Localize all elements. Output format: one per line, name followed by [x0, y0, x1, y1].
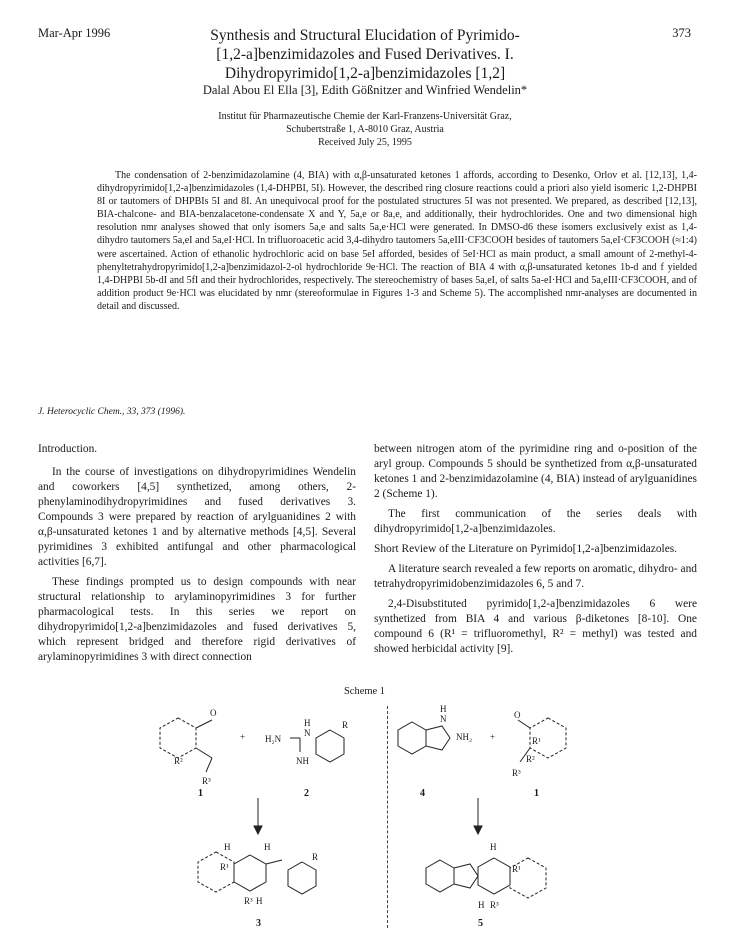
compound-4-structure [398, 722, 450, 754]
atom-label: O [210, 708, 217, 718]
journal-date: Mar-Apr 1996 [38, 26, 111, 40]
paragraph: 2,4-Disubstituted pyrimido[1,2-a]benzimidazoles 6 were synthetized from BIA 4 and various β-diketones [8-10]. One compound 6 (R¹ = trifluoromethyl, R² = methyl) was tested and showed herbicidal activity [9]. [374, 598, 697, 655]
plus-sign: + [490, 732, 496, 742]
atom-label: R³ [202, 776, 211, 786]
atom-label: H [490, 842, 497, 852]
arrow-head-left [254, 826, 262, 834]
received-date: Received July 25, 1995 [318, 137, 412, 148]
atom-label: R¹ [220, 862, 229, 872]
affiliation [120, 110, 610, 149]
page-number: 373 [672, 26, 691, 40]
plus-sign: + [240, 732, 246, 742]
atom-label: R [312, 852, 319, 862]
paragraph: These findings prompted us to design compounds with near structural relationship to arylaminopyrimidines 3 for further pharmacological tests. In this series we report on dihydropyrimido[1,2-a]benzimidazoles and fused derivatives 5, which represent bridged and therefore rigid derivatives of arylaminopyrimidines 3 with direct connection [38, 576, 356, 663]
atom-label: R³ [490, 900, 499, 910]
scheme-1-structures [0, 700, 729, 937]
compound-number: 5 [478, 918, 483, 929]
title-line-1: Synthesis and Structural Elucidation of Pyrimido- [210, 27, 520, 44]
left-column [38, 442, 356, 670]
compound-3-structure [198, 852, 319, 894]
title-line-3: Dihydropyrimido[1,2-a]benzimidazoles [1,2] [224, 65, 506, 82]
right-column [374, 442, 697, 662]
atom-label: NH [296, 756, 309, 766]
introduction-heading: Introduction. [38, 443, 98, 455]
compound-number: 1 [534, 788, 539, 799]
atom-label: H [304, 718, 311, 728]
article-title [120, 26, 610, 83]
abstract: The condensation of 2-benzimidazolamine (4, BIA) with α,β-unsaturated ketones 1 affords, according to Desenko, Orlov et al. [12,13], 1,4-dihydropyrimido[1,2-a]benzimidazoles (1,4-DHPBI, 5I). However, the described ring closure reactions could a priori also yield isomeric 1,2-DHPBI 8I or tautomers of DHPBIs 5I and 8I. An unequivocal proof for the postulated structures 5I was not presented. We prepared, as described [12,13], BIA-chalcone- and BIA-benzalacetone-condensate X and Y, 5a,e or 8a,e, and additionally, their hydrochlorides. One and two dimensional high resolution nmr analyses showed that only isomers 5a,e and salts 5a,e·HCl were generated. In DMSO-d6 these isomers exclusively exist as 1,4-dihydro tautomers 5a,eI and 5a,eI·HCl. In trifluoroacetic acid 3,4-dihydro tautomers 5a,eIII·CF3COOH besides of tautomers 5a,eI·CF3COOH (≈1:4) were ascertained. Action of ethanolic hydrochloric acid on base 5eI afforded, besides of 5eI·HCl as main product, a small amount of 2-methyl-4-phenyltetrahydropyrimido[1,2-a]benzimidazol-2-ol hydrochloride 9e·HCl. The reaction of BIA 4 with α,β-unsaturated ketones 1b-d and f yielded 1,4-DHPBI 5b-dI and 5fI and their hydrochlorides, respectively. The stereochemistry of bases 5a,eI, of salts 5a-eI·HCl and 5a,eIII·CF3COOH, and of addition product 9e·HCl was elucidated by nmr (stereoformulae in Figures 1-3 and Scheme 5). The accomplished nmr-analyses are documented in detail and discussed. [97, 170, 697, 312]
paragraph: A literature search revealed a few reports on aromatic, dihydro- and tetrahydropyrimidobenzimidazoles 6, 5 and 7. [374, 563, 697, 590]
compound-number: 4 [420, 788, 425, 799]
atom-label: N [304, 728, 311, 738]
atom-label: H [264, 842, 271, 852]
paragraph: between nitrogen atom of the pyrimidine ring and o-position of the aryl group. Compounds 5 should be synthetized from α,β-unsaturated ketones 1 and 2-benzimidazolamine (4, BIA) instead of arylguanidines 2 (Scheme 1). [374, 443, 697, 500]
compound-number: 1 [198, 788, 203, 799]
compound-5-structure [426, 858, 546, 898]
affiliation-line-2: Schubertstraße 1, A-8010 Graz, Austria [286, 124, 444, 135]
atom-label: R³ [512, 768, 521, 778]
paragraph: The first communication of the series deals with dihydropyrimido[1,2-a]benzimidazoles. [374, 508, 697, 535]
atom-label: H [224, 842, 231, 852]
review-heading: Short Review of the Literature on Pyrimido[1,2-a]benzimidazoles. [374, 543, 678, 555]
title-line-2: [1,2-a]benzimidazoles and Fused Derivatives. I. [216, 46, 514, 63]
atom-label: R [342, 720, 349, 730]
atom-label: R³ [244, 896, 253, 906]
atom-label: R² [174, 756, 183, 766]
author-list: Dalal Abou El Ella [3], Edith Gößnitzer and Winfried Wendelin* [202, 83, 528, 97]
arrow-head-right [474, 826, 482, 834]
journal-citation: J. Heterocyclic Chem., 33, 373 (1996). [38, 407, 186, 417]
atom-label: H₂N [265, 734, 282, 744]
affiliation-line-1: Institut für Pharmazeutische Chemie der Karl-Franzens-Universität Graz, [218, 111, 512, 122]
atom-label: R¹ [512, 864, 521, 874]
atom-label: H [256, 896, 263, 906]
compound-1-structure [160, 718, 212, 772]
atom-label: H [478, 900, 485, 910]
atom-label: R¹ [532, 736, 541, 746]
compound-number: 3 [256, 918, 261, 929]
scheme-label: Scheme 1 [343, 686, 386, 697]
atom-label: N [440, 714, 447, 724]
atom-label: NH₂ [456, 732, 473, 742]
compound-number: 2 [304, 788, 309, 799]
atom-label: H [440, 704, 447, 714]
paragraph: In the course of investigations on dihydropyrimidines Wendelin and coworkers [4,5] synthetized, among others, 2-phenylaminodihydropyrimidines and fused derivatives 3. Compounds 3 were prepared by reaction of arylguanidines 2 with α,β-unsaturated ketones 1 and by alternative methods [4,5]. Several pyrimidines 3 exhibited antifungal and other pharmacological activities [6,7]. [38, 466, 356, 568]
atom-label: O [514, 710, 521, 720]
atom-label: R² [526, 754, 535, 764]
